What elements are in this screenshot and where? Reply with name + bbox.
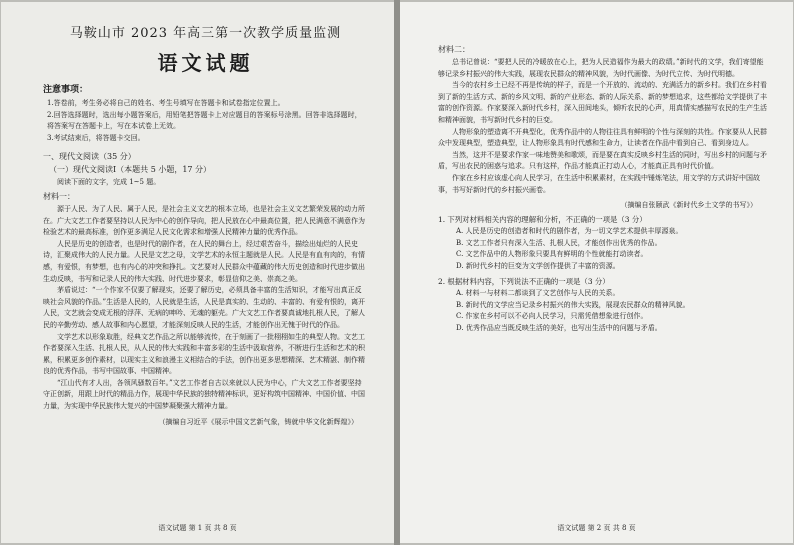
exam-title: 马鞍山市 2023 年高三第一次教学质量监测 [69, 26, 342, 41]
subject-title: 语文试题 [157, 51, 254, 75]
material-label: 材料二： [438, 45, 470, 54]
paragraph: 人民是历史的创造者，也是时代的剧作者，在人民的舞台上，经过艰苦奋斗，描绘出灿烂的人民史诗，汇聚成伟大的人民力量。人民是文艺之母，文学艺术的永恒主题就是人民。人民是有血有肉的，有情感，有爱恨，有梦想，也有内心的冲突和挣扎。文艺要对人民群众中蕴藏的伟大历史创造和时代进步做出生动反映，书写和记录人民的伟大实践、时代进步要求，彰显信仰之美、崇高之美。 [43, 239, 365, 283]
answer-option: C. 作家在乡村可以不必向人民学习，只需凭借想象进行创作。 [456, 312, 648, 321]
paragraph: 文学艺术以形象取胜，经典文艺作品之所以能够流传，在于刻画了一批栩栩如生的典型人物。文艺工作者要深入生活、扎根人民，从人民的伟大实践和丰富多彩的生活中汲取营养，不断进行生活和艺术的积累，积累更多创作素材，以现实主义和浪漫主义相结合的手法，创作出更多思想精深、艺术精湛、制作精良的优秀作品，书写中国故事、中国精神。 [43, 332, 365, 376]
paragraph: “江山代有才人出，各领风骚数百年。”文艺工作者自古以来就以人民为中心，广大文艺工作者要坚持守正创新，用跟上时代的精品力作，展现中华民族的独特精神标识，更好构筑中国精神、中国价值、中国力量，为实现中华民族伟大复兴的中国梦凝聚强大精神力量。 [43, 378, 365, 411]
answer-option: D. 优秀作品应当既反映生活的美好，也写出生活中的问题与矛盾。 [456, 323, 662, 332]
subsection-heading: （一）现代文阅读Ⅰ（本题共 5 小题，17 分） [49, 165, 212, 175]
page-footer: 语文试题 第 1 页 共 8 页 [158, 524, 237, 532]
section-heading: 一、现代文阅读（35 分） [43, 152, 136, 162]
source-citation: （摘编自张颐武《新时代乡土文学的书写》） [620, 201, 757, 210]
paragraph: 茅盾说过：“一个作家不仅要了解现实，还要了解历史，必须具备丰富的生活知识，才能写出真正反映社会风貌的作品。”生活是人民的，人民就是生活，人民是真实的、生动的、丰富的、有爱有恨的，离开人民，文艺就会变成无根的浮萍、无病的呻吟、无魂的躯壳。广大文艺工作者要真诚地扎根人民，了解人民的辛勤劳动、感人故事和内心愿望，才能深刻反映人民的生活，才能创作出无愧于时代的作品。 [43, 286, 366, 329]
paragraph: 源于人民、为了人民、属于人民，是社会主义文艺的根本立场，也是社会主义文艺繁荣发展的动力所在。广大文艺工作者要坚持以人民为中心的创作导向，把人民放在心中最高位置，把人民满意不满意作为检验艺术的最高标准，创作更多满足人民文化需求和增强人民精神力量的优秀作品。 [43, 204, 365, 237]
page-footer: 语文试题 第 2 页 共 8 页 [557, 524, 636, 532]
paragraph: 作家在乡村应该虚心向人民学习，在生活中积累素材，在实践中锤炼笔法，用文学的方式讲好中国故事，书写好新时代的乡村振兴画卷。 [438, 173, 760, 194]
exam-page-1 [1, 2, 394, 543]
reading-instruction: 阅读下面的文字，完成 1~5 题。 [57, 178, 161, 187]
notice-item: 2.回答选择题时，选出每小题答案后，用铅笔把答题卡上对应题目的答案标号涂黑。回答非选择题时，将答案写在答题卡上，写在本试卷上无效。 [47, 110, 362, 131]
question-stem: 1. 下列对材料相关内容的理解和分析，不正确的一项是（3 分） [438, 215, 647, 225]
answer-option: A. 人民是历史的创造者和时代的剧作者，为一切文学艺术提供丰厚源泉。 [456, 227, 683, 236]
paragraph: 人物形象的塑造离不开典型化，优秀作品中的人物往往具有鲜明的个性与深刻的共性。作家要从人民群众中发现典型，塑造典型，让人物形象具有时代感和生命力，让读者在作品中看到自己、看到身边人。 [438, 127, 767, 148]
paragraph: 当然，这并不是要求作家一味地赞美和歌颂，而是要在真实反映乡村生活的同时，写出乡村的问题与矛盾，写出农民的困惑与追求。只有这样，作品才能真正打动人心，才能真正具有时代价值。 [438, 150, 767, 171]
notice-item: 3.考试结束后，将答题卡交回。 [47, 133, 145, 142]
answer-option: B. 文艺工作者只有深入生活、扎根人民，才能创作出优秀的作品。 [456, 238, 662, 247]
paragraph: 当今的农村乡土已经不再是传统的样子，而是一个开放的、流动的、充满活力的新乡村。我们在乡村看到了新的生活方式、新的乡风文明、新的产业形态、新的人际关系、新的梦想追求，这些都给文学提供了丰富的创作资源。作家要深入新时代乡村，深入田间地头，倾听农民的心声，用真情实感描写农民的生产生活和精神面貌，书写新时代乡村的巨变。 [438, 81, 767, 124]
notice-item: 1.答卷前，考生务必将自己的姓名、考生号填写在答题卡和试卷指定位置上。 [47, 99, 285, 107]
answer-option: D. 新时代乡村的巨变为文学创作提供了丰富的资源。 [456, 261, 620, 270]
question-stem: 2. 根据材料内容，下列说法不正确的一项是（3 分） [438, 277, 610, 287]
paragraph: 总书记曾说：“要把人民的冷暖放在心上，把为人民造福作为最大的政绩。”新时代的文学，我们寄望能够记录乡村振兴的伟大实践，展现农民群众的精神风貌，为时代画像、为时代立传、为时代明德。 [438, 58, 764, 78]
answer-option: A. 材料一与材料二都谈到了文艺创作与人民的关系。 [456, 289, 620, 298]
notice-heading: 注意事项： [43, 85, 89, 95]
answer-option: B. 新时代的文学应当记录乡村振兴的伟大实践，展现农民群众的精神风貌。 [456, 300, 690, 309]
notice-list [43, 98, 368, 144]
exam-page-2 [400, 2, 793, 543]
material-label: 材料一： [43, 191, 75, 201]
answer-option: C. 文艺作品中的人物形象只要具有鲜明的个性就能打动读者。 [456, 250, 648, 259]
source-citation: （摘编自习近平《展示中国文艺新气象，铸就中华文化新辉煌》） [158, 417, 358, 426]
